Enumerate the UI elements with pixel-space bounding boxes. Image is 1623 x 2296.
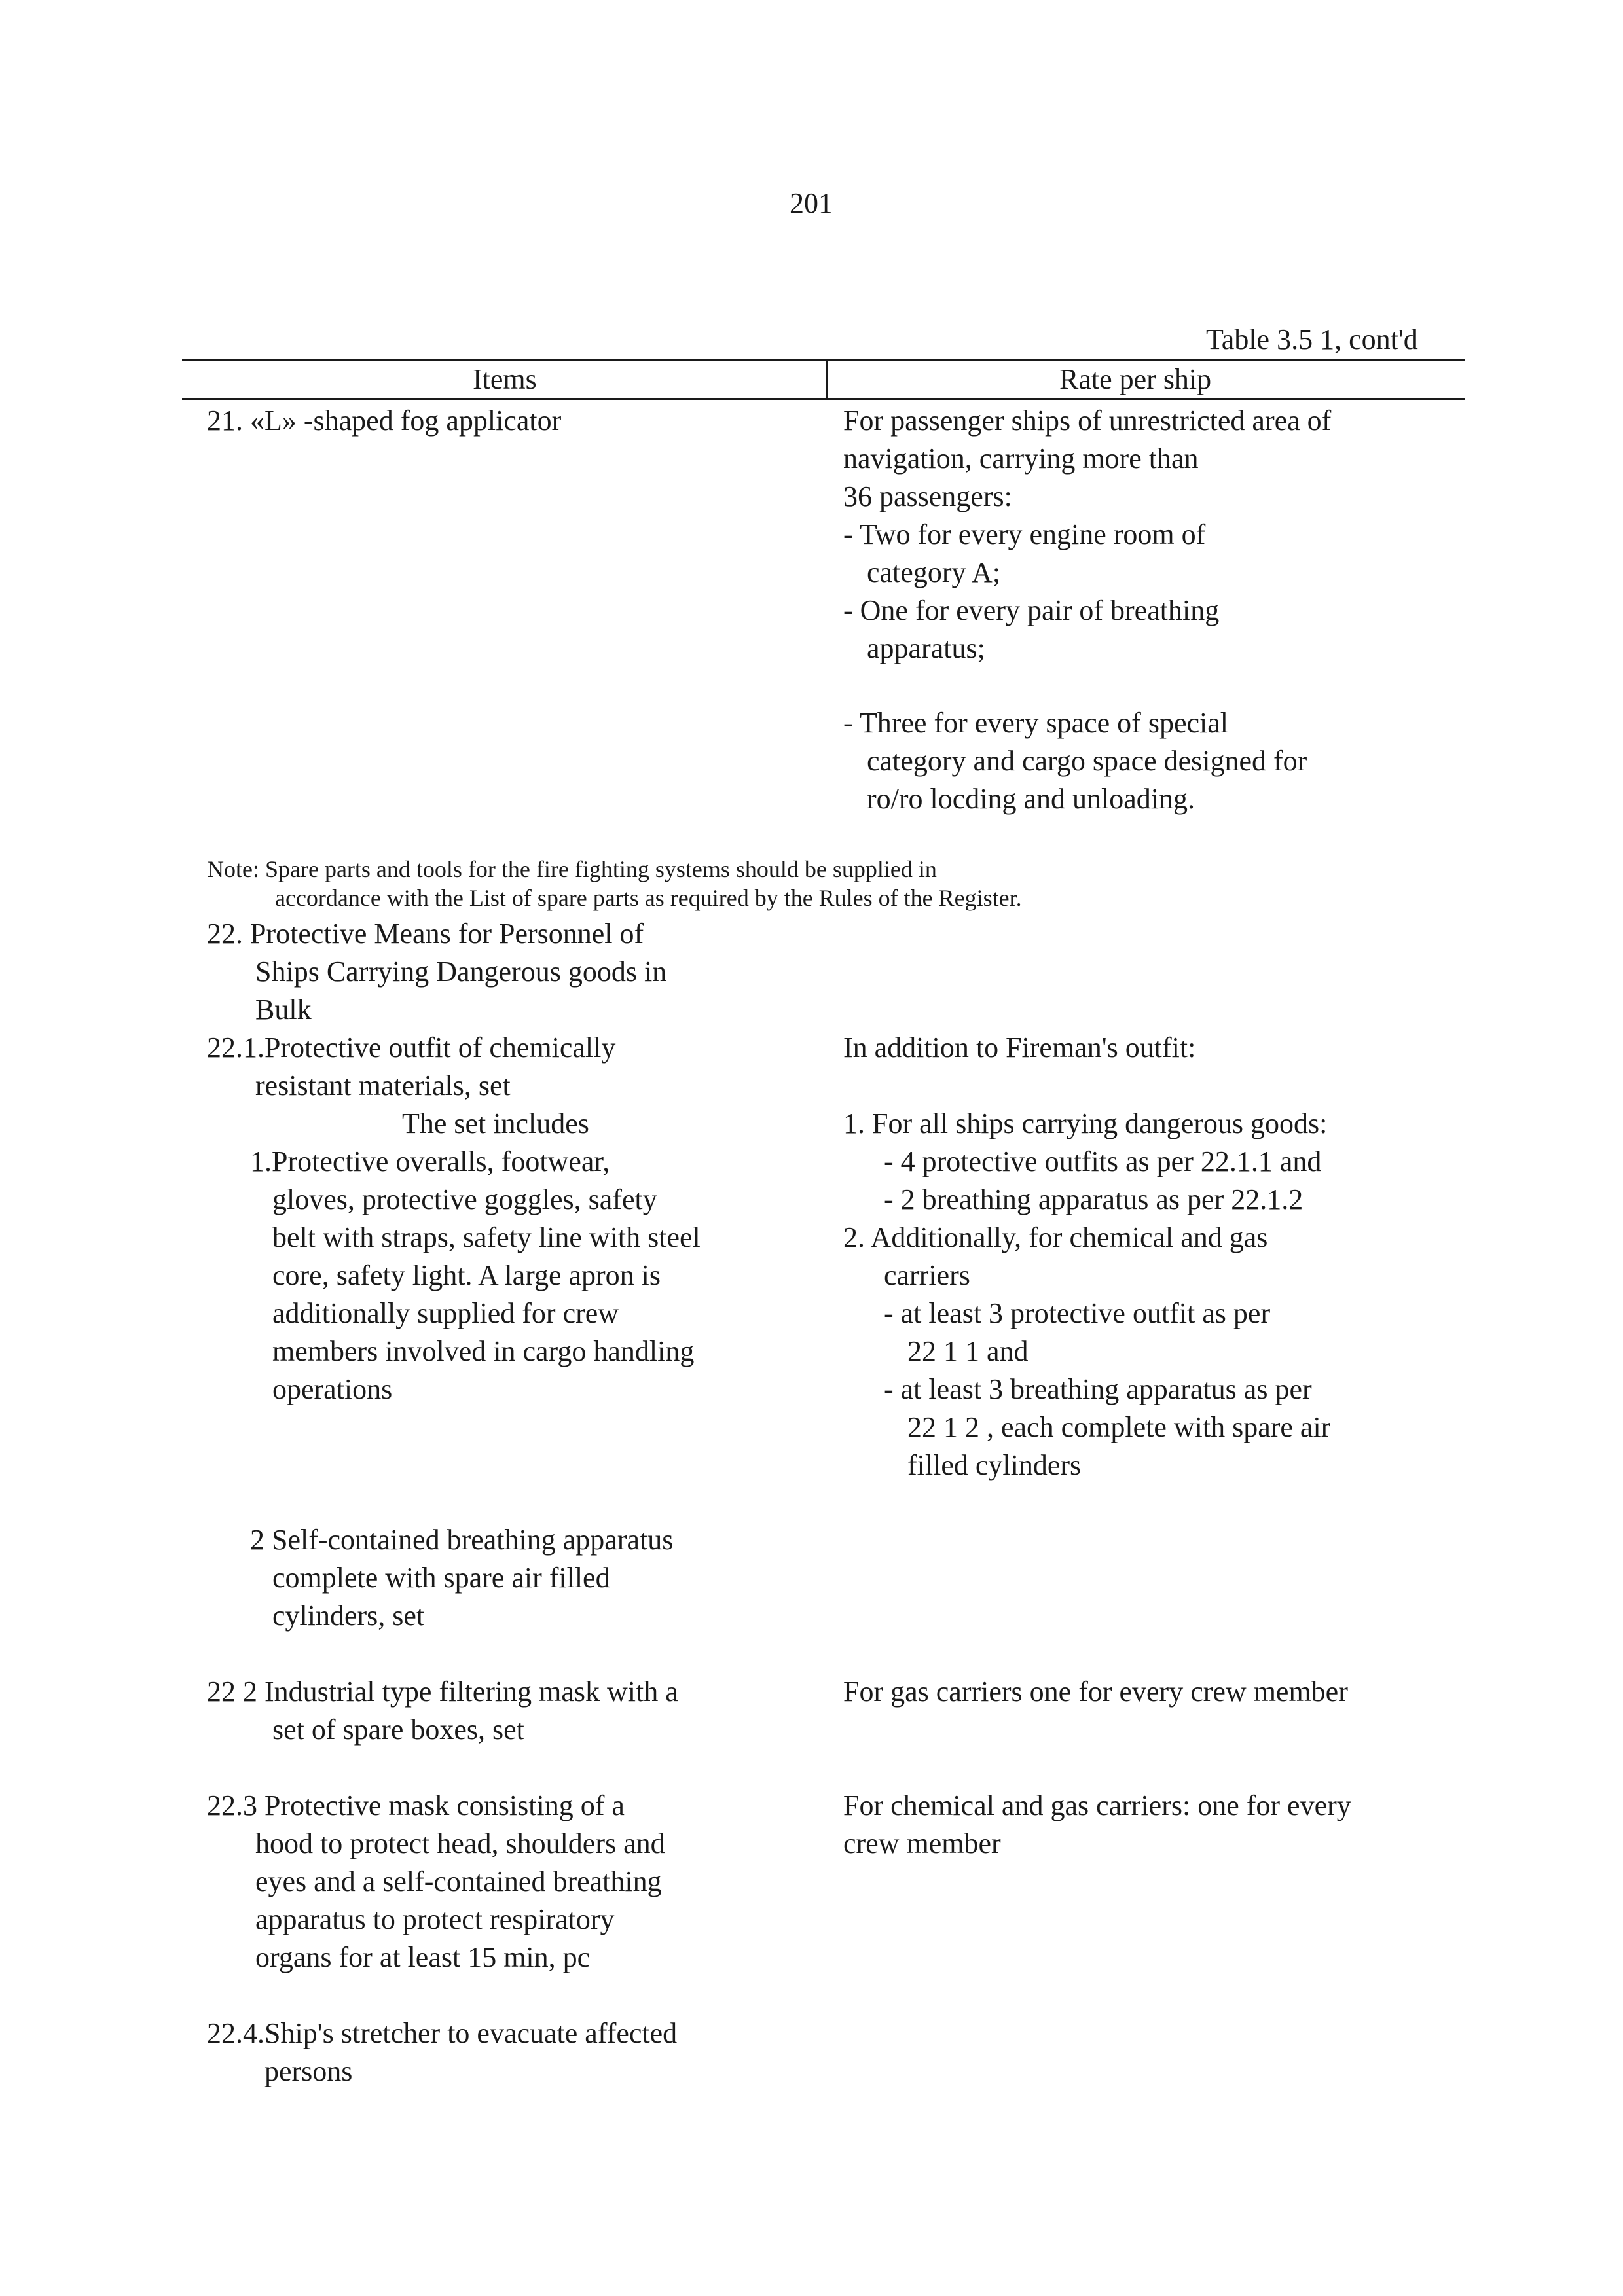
row-21-rate-line: For passenger ships of unrestricted area of xyxy=(843,404,1332,437)
row-22-1-rate-line: - 4 protective outfits as per 22.1.1 and xyxy=(884,1145,1322,1177)
row-22-1-rate-line: 22 1 1 and xyxy=(907,1335,1029,1367)
row-22-1-rate-line: - at least 3 protective outfit as per xyxy=(884,1297,1271,1329)
row-22-2-item-line: 22 2 Industrial type filtering mask with a xyxy=(207,1676,678,1708)
note-line-1: Note: Spare parts and tools for the fire fighting systems should be supplied in xyxy=(207,856,937,882)
row-22-1-rate-line: 22 1 2 , each complete with spare air xyxy=(907,1411,1331,1443)
row-22-4-item-line: 22.4.Ship's stretcher to evacuate affected xyxy=(207,2017,678,2049)
row-22-1-sub1-line: core, safety light. A large apron is xyxy=(272,1259,661,1291)
row-22-title-line: 22. Protective Means for Personnel of xyxy=(207,918,644,950)
row-22-1-item-line: 22.1.Protective outfit of chemically xyxy=(207,1031,616,1064)
row-22-3-item-line: organs for at least 15 min, pc xyxy=(255,1941,591,1973)
header-column-divider xyxy=(826,359,828,399)
row-22-3-item-line: apparatus to protect respiratory xyxy=(255,1903,615,1935)
row-22-1-sub2-line: complete with spare air filled xyxy=(272,1562,610,1594)
row-22-1-sub1-line: additionally supplied for crew xyxy=(272,1297,619,1329)
row-22-2-rate: For gas carriers one for every crew member xyxy=(843,1676,1348,1708)
header-bottom-rule xyxy=(182,398,1465,400)
row-21-rate-line: ro/ro locding and unloading. xyxy=(867,783,1195,815)
page-number: 201 xyxy=(790,187,833,219)
header-rate-per-ship: Rate per ship xyxy=(1059,363,1212,395)
row-21-rate-line: 36 passengers: xyxy=(843,480,1012,512)
row-22-3-rate-line: For chemical and gas carriers: one for every xyxy=(843,1789,1351,1821)
row-22-title-line: Bulk xyxy=(255,994,312,1026)
row-22-1-rate-line: In addition to Fireman's outfit: xyxy=(843,1031,1196,1064)
row-21-rate-line: category A; xyxy=(867,556,1001,588)
row-21-rate-line: apparatus; xyxy=(867,632,985,664)
row-22-1-sub2-line: cylinders, set xyxy=(272,1600,425,1632)
row-22-1-rate-line: 1. For all ships carrying dangerous goods: xyxy=(843,1107,1328,1139)
header-items: Items xyxy=(473,363,537,395)
row-22-1-rate-line: - at least 3 breathing apparatus as per xyxy=(884,1373,1312,1405)
row-22-3-item-line: eyes and a self-contained breathing xyxy=(255,1865,662,1897)
row-22-1-sub1-line: operations xyxy=(272,1373,393,1405)
row-22-1-sub2-line: 2 Self-contained breathing apparatus xyxy=(250,1524,674,1556)
row-22-1-sub1-line: members involved in cargo handling xyxy=(272,1335,695,1367)
row-22-2-item-line: set of spare boxes, set xyxy=(272,1713,524,1746)
note-line-2: accordance with the List of spare parts as required by the Rules of the Register. xyxy=(275,885,1022,911)
row-22-1-rate-line: - 2 breathing apparatus as per 22.1.2 xyxy=(884,1183,1304,1215)
row-22-4-item-line: persons xyxy=(264,2055,353,2087)
row-22-3-item-line: hood to protect head, shoulders and xyxy=(255,1827,665,1859)
row-22-1-rate-line: carriers xyxy=(884,1259,970,1291)
row-22-1-sub1-line: belt with straps, safety line with steel xyxy=(272,1221,701,1253)
row-22-3-rate-line: crew member xyxy=(843,1827,1001,1859)
header-top-rule xyxy=(182,359,1465,361)
row-22-title-line: Ships Carrying Dangerous goods in xyxy=(255,956,667,988)
row-22-1-rate-line: 2. Additionally, for chemical and gas xyxy=(843,1221,1268,1253)
row-21-rate-line: navigation, carrying more than xyxy=(843,442,1199,475)
row-21-rate-line: - Three for every space of special xyxy=(843,707,1228,739)
row-22-1-rate-line: filled cylinders xyxy=(907,1449,1082,1481)
row-21-rate-line: - Two for every engine room of xyxy=(843,518,1206,550)
row-21-item: 21. «L» -shaped fog applicator xyxy=(207,404,562,437)
row-21-rate-line: category and cargo space designed for xyxy=(867,745,1307,777)
row-22-3-item-line: 22.3 Protective mask consisting of a xyxy=(207,1789,625,1821)
row-22-1-item-line: The set includes xyxy=(402,1107,589,1139)
row-22-1-sub1-line: 1.Protective overalls, footwear, xyxy=(250,1145,610,1177)
table-title: Table 3.5 1, cont'd xyxy=(1206,323,1418,355)
row-22-1-item-line: resistant materials, set xyxy=(255,1069,511,1102)
row-21-rate-line: - One for every pair of breathing xyxy=(843,594,1220,626)
row-22-1-sub1-line: gloves, protective goggles, safety xyxy=(272,1183,657,1215)
